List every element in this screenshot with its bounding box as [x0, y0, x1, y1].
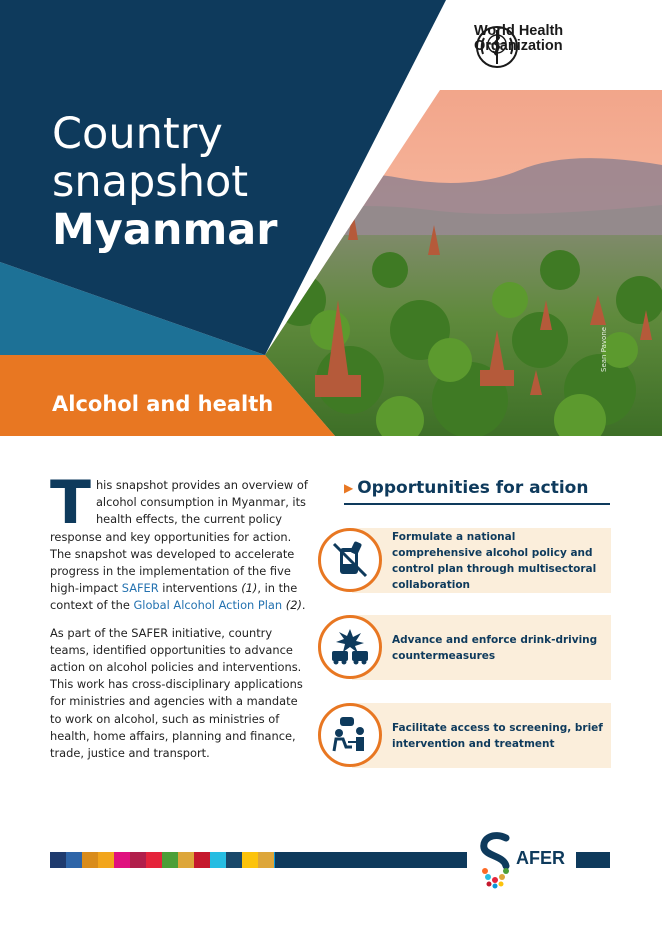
intro-text [50, 468, 308, 772]
safer-wordmark: AFER [516, 848, 565, 868]
opportunity-card-2 [352, 615, 611, 680]
triangle-arrow-icon: ▶ [344, 481, 354, 495]
intro-text-part: interventions [158, 581, 242, 596]
footer-bar-end [576, 852, 610, 868]
sdg-color-stripe [50, 852, 290, 868]
stripe-segment [194, 852, 210, 868]
stripe-segment [50, 852, 66, 868]
stripe-segment [162, 852, 178, 868]
intro-paragraph-1 [50, 468, 308, 615]
intro-paragraph-2: As part of the SAFER initiative, country teams, identified opportunities to advance action on alcohol policies and interventions. This work has cross-disciplinary applications for ministries and agencies with a mandate to work on alcohol, such as ministries of health, home affairs, planning and finance, trade, justice and transport. [50, 625, 303, 761]
stripe-segment [242, 852, 258, 868]
hero-banner [0, 0, 662, 436]
stripe-segment [226, 852, 242, 868]
counselling-icon [318, 703, 382, 767]
intro-text-part: his snapshot provides an overview of alcohol consumption in Myanmar, its health effects, the current policy response and key opportunities for action. The snapshot was developed to accelerate progress in the implementation of the five high-impact [50, 478, 308, 596]
opportunity-text-3: Facilitate access to screening, brief intervention and treatment [392, 721, 603, 750]
reference-1: (1) [241, 581, 258, 596]
opportunities-heading [344, 478, 610, 505]
drop-cap: T [50, 468, 91, 538]
country-name: Myanmar [52, 205, 278, 255]
reference-2: (2) [285, 598, 302, 613]
intro-text-part: , in the context of the [50, 581, 298, 613]
stripe-segment [146, 852, 162, 868]
stripe-segment [98, 852, 114, 868]
stripe-segment [130, 852, 146, 868]
title-line-2: snapshot [52, 157, 249, 207]
safer-s-icon [476, 832, 514, 890]
safer-logo [476, 832, 565, 890]
footer-bar [275, 852, 467, 868]
opportunities-heading-label: Opportunities for action [357, 478, 589, 498]
no-alcohol-icon [318, 528, 382, 592]
opportunity-card-3 [352, 703, 611, 768]
stripe-segment [82, 852, 98, 868]
stripe-segment [66, 852, 82, 868]
stripe-segment [210, 852, 226, 868]
car-crash-icon [318, 615, 382, 679]
title-line-1: Country [52, 109, 223, 159]
opportunity-text-2: Advance and enforce drink-driving countermeasures [392, 633, 598, 662]
safer-link[interactable]: SAFER [121, 581, 159, 596]
opportunity-text-1: Formulate a national comprehensive alcohol policy and control plan through multisectoral collaboration [392, 530, 597, 591]
stripe-segment [178, 852, 194, 868]
stripe-segment [114, 852, 130, 868]
who-logo-line-1: World Health [474, 23, 564, 39]
stripe-segment [258, 852, 274, 868]
global-alcohol-action-plan-link[interactable]: Global Alcohol Action Plan [133, 598, 283, 613]
opportunity-card-1 [352, 528, 611, 593]
who-logo-line-2: Organization [474, 38, 563, 54]
who-logo [474, 24, 563, 54]
intro-text-part: . [301, 598, 306, 613]
photo-credit: Sean Pavone [600, 326, 608, 372]
who-emblem-icon [474, 24, 520, 70]
subtitle: Alcohol and health [52, 392, 274, 416]
page-title [52, 110, 277, 254]
